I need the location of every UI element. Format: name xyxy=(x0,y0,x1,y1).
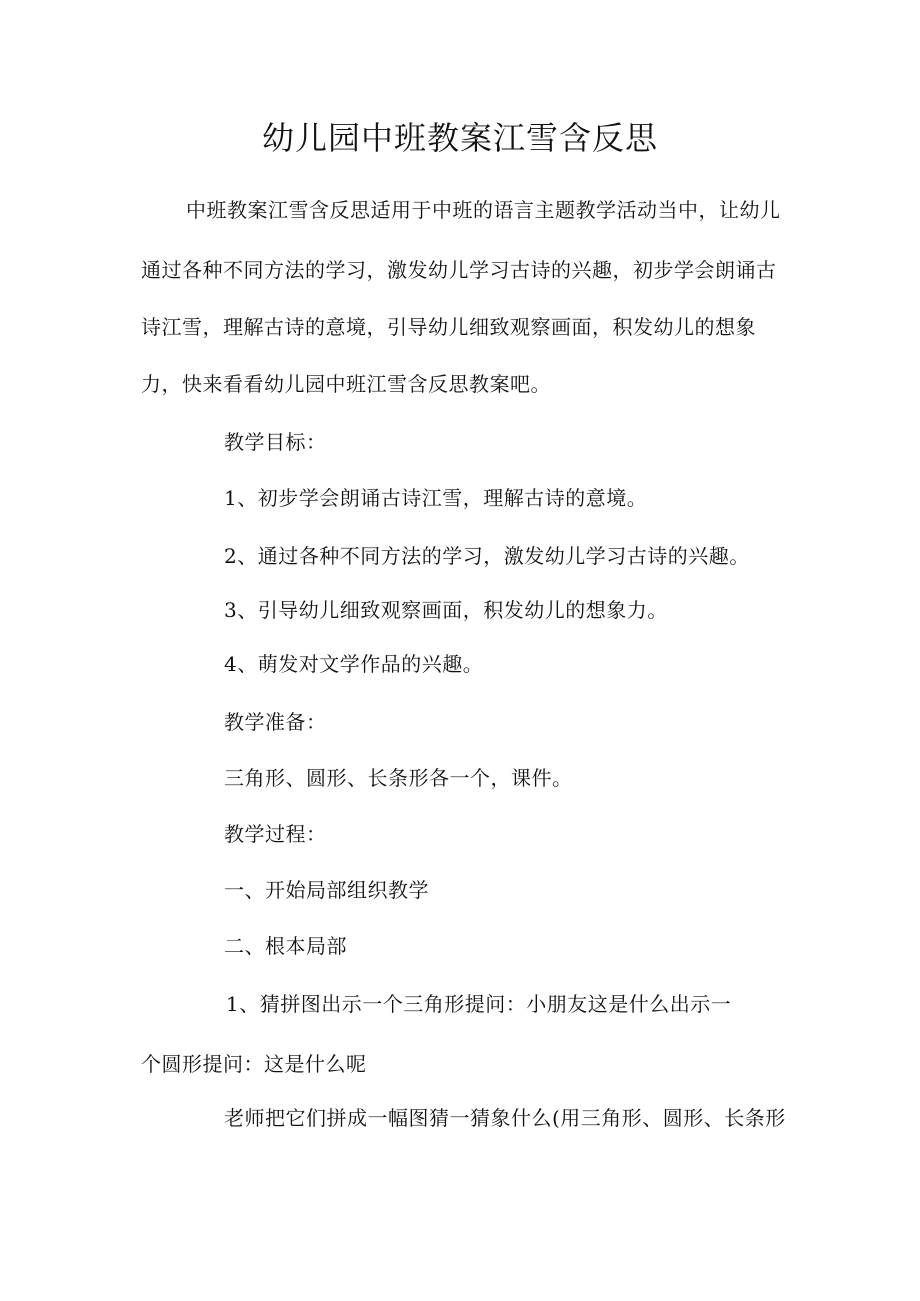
goal-item-3: 3、引导幼儿细致观察画面，积发幼儿的想象力。 xyxy=(224,598,668,622)
goals-heading: 教学目标： xyxy=(224,430,327,454)
process-item-1: 一、开始局部组织教学 xyxy=(224,878,429,902)
intro-line-4: 力，快来看看幼儿园中班江雪含反思教案吧。 xyxy=(141,372,551,396)
intro-line-3: 诗江雪，理解古诗的意境，引导幼儿细致观察画面，积发幼儿的想象 xyxy=(141,315,756,339)
goal-item-4: 4、萌发对文学作品的兴趣。 xyxy=(224,652,484,676)
goal-item-1: 1、初步学会朗诵古诗江雪，理解古诗的意境。 xyxy=(224,486,648,510)
process-item-3: 1、猜拼图出示一个三角形提问：小朋友这是什么出示一 xyxy=(226,992,732,1016)
intro-line-2: 通过各种不同方法的学习，激发幼儿学习古诗的兴趣，初步学会朗诵古 xyxy=(141,258,777,282)
process-heading: 教学过程： xyxy=(224,822,327,846)
prep-text: 三角形、圆形、长条形各一个，课件。 xyxy=(224,766,573,790)
intro-line-1: 中班教案江雪含反思适用于中班的语言主题教学活动当中，让幼儿 xyxy=(186,198,781,222)
process-item-4: 个圆形提问：这是什么呢 xyxy=(141,1052,367,1076)
process-item-5: 老师把它们拼成一幅图猜一猜象什么(用三角形、圆形、长条形 xyxy=(224,1106,786,1130)
document-title: 幼儿园中班教案江雪含反思 xyxy=(261,119,658,157)
goal-item-2: 2、通过各种不同方法的学习，激发幼儿学习古诗的兴趣。 xyxy=(224,544,750,568)
prep-heading: 教学准备： xyxy=(224,710,327,734)
process-item-2: 二、根本局部 xyxy=(224,934,347,958)
